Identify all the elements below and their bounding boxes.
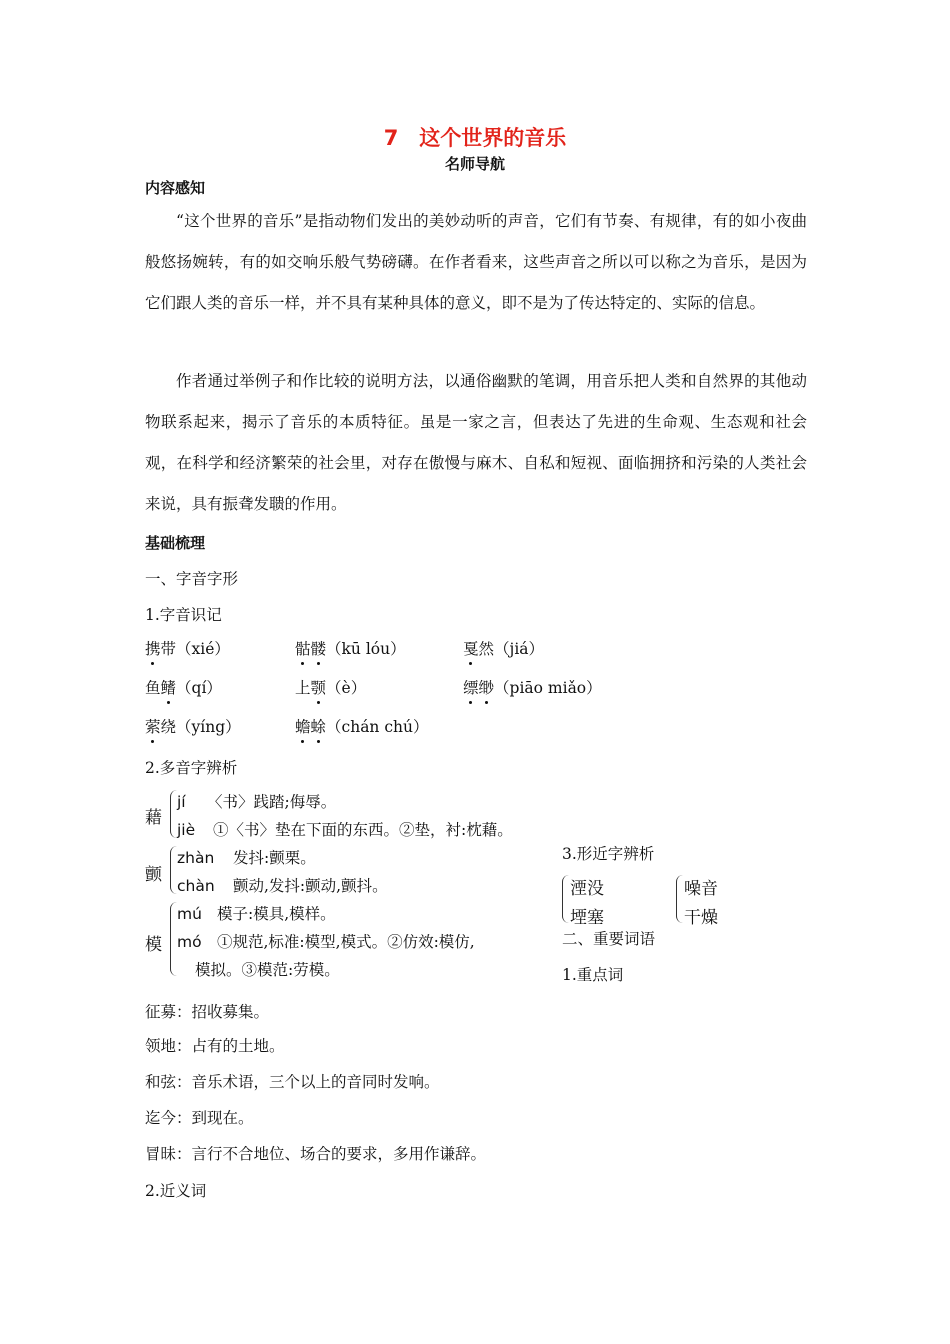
vocab-item: 征募：招收募集。 (145, 1003, 270, 1021)
pinyin-subheading: 1.字音识记 (145, 606, 222, 624)
dotted-char: 髅 (311, 637, 327, 659)
page-subtitle: 名师导航 (444, 155, 505, 173)
dotted-char: 缥 (463, 676, 479, 698)
content-paragraph-1: “这个世界的音乐”是指动物们发出的美妙动听的声音，它们有节奏、有规律，有的如小夜曲般悠扬婉转，有的如交响乐般气势磅礴。在作者看来，这些声音之所以可以称之为音乐，是因为它们跟人类的音乐一样，并不具有某种具体的意义，即不是为了传达特定的、实际的信息。 (145, 212, 807, 312)
dotted-char: 戛 (463, 637, 479, 659)
polyphone-line: mó ①规范,标准:模型,模式。②仿效:模仿, (177, 933, 475, 951)
brace (562, 875, 569, 923)
similar-word: 噪音 (684, 879, 718, 899)
polyphone-char: 颤 (145, 865, 162, 885)
polyphone-line: jiè ①〈书〉垫在下面的东西。②垫，衬:枕藉。 (177, 821, 513, 839)
dotted-char: 蜍 (311, 715, 327, 737)
polyphone-line: chàn 颤动,发抖:颤动,颤抖。 (177, 877, 388, 895)
part2-heading: 二、重要词语 (562, 930, 656, 948)
dotted-char: 缈 (479, 676, 495, 698)
dotted-char: 蟾 (295, 715, 311, 737)
content-heading: 内容感知 (145, 179, 206, 197)
polyphone-line: mú 模子:模具,模样。 (177, 905, 336, 923)
dotted-char: 鳍 (161, 676, 177, 698)
pinyin-entry: 鱼鳍（qí） (145, 676, 222, 698)
polyphone-char: 藉 (145, 808, 162, 828)
pinyin-entry: 上颚（è） (295, 676, 366, 698)
vocab-item: 领地：占有的土地。 (145, 1037, 285, 1055)
pinyin-entry: 骷髅（kū lóu） (295, 637, 406, 659)
polyphone-line: zhàn 发抖:颤栗。 (177, 849, 316, 867)
similar-subheading: 3.形近字辨析 (562, 845, 655, 863)
similar-word: 堙塞 (570, 908, 604, 928)
content-paragraph-2: 作者通过举例子和作比较的说明方法，以通俗幽默的笔调，用音乐把人类和自然界的其他动物联系起来，揭示了音乐的本质特征。虽是一家之言，但表达了先进的生命观、生态观和社会观，在科学和经济繁荣的社会里，对存在傲慢与麻木、自私和短视、面临拥挤和污染的人类社会来说，具有振聋发聩的作用。 (145, 372, 807, 513)
polyphone-subheading: 2.多音字辨析 (145, 759, 238, 777)
polyphone-char: 模 (145, 935, 162, 955)
pinyin-entry: 携带（xié） (145, 637, 230, 659)
pinyin-entry: 萦绕（yíng） (145, 715, 241, 737)
dotted-char: 颚 (311, 676, 327, 698)
dotted-char: 萦 (145, 715, 161, 737)
polyphone-line: jí 〈书〉践踏;侮辱。 (177, 793, 337, 811)
synonym-subheading: 2.近义词 (145, 1182, 207, 1200)
dotted-char: 骷 (295, 637, 311, 659)
brace (170, 846, 177, 894)
part1-heading: 一、字音字形 (145, 570, 239, 588)
pinyin-entry: 缥缈（piāo miǎo） (463, 676, 602, 698)
similar-word: 干燥 (684, 908, 718, 928)
page-title: 7 这个世界的音乐 (383, 126, 567, 150)
vocab-item: 冒昧：言行不合地位、场合的要求，多用作谦辞。 (145, 1145, 487, 1163)
basics-heading: 基础梳理 (145, 534, 206, 552)
key-words-subheading: 1.重点词 (562, 966, 624, 984)
brace (170, 902, 177, 976)
dotted-char: 携 (145, 637, 161, 659)
vocab-item: 和弦：音乐术语，三个以上的音同时发响。 (145, 1073, 440, 1091)
similar-word: 湮没 (570, 879, 604, 899)
brace (676, 875, 683, 923)
pinyin-entry: 戛然（jiá） (463, 637, 544, 659)
pinyin-entry: 蟾蜍（chán chú） (295, 715, 429, 737)
polyphone-line: 模拟。③模范:劳模。 (195, 961, 340, 979)
brace (170, 790, 177, 838)
vocab-item: 迄今：到现在。 (145, 1109, 254, 1127)
